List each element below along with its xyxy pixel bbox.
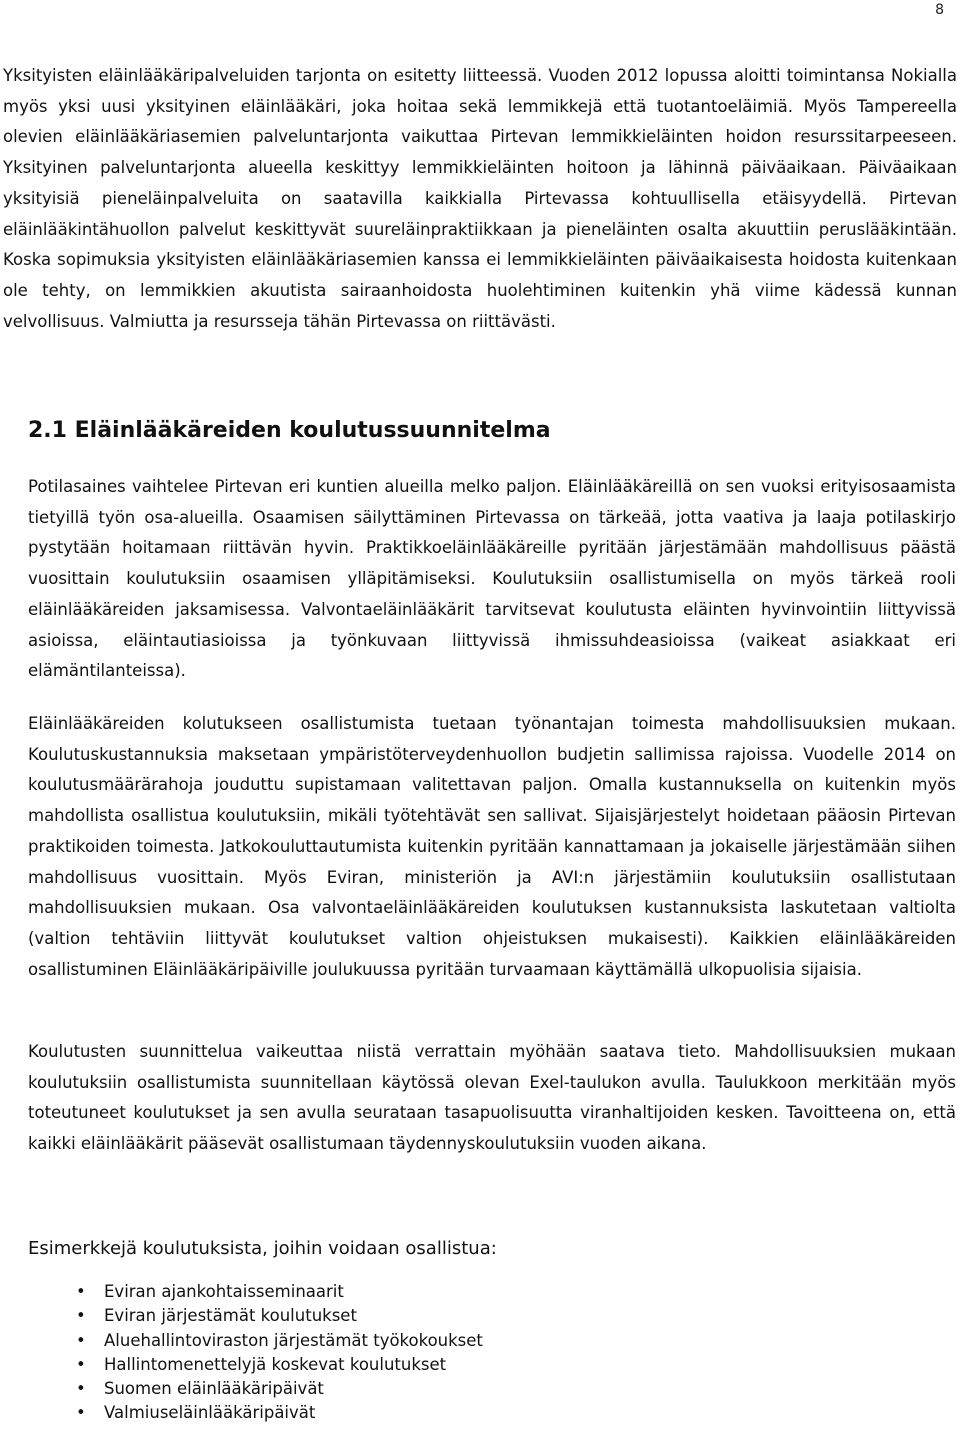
- list-item: • Aluehallintoviraston järjestämät työkokoukset: [104, 1329, 483, 1353]
- intro-paragraph: Yksityisten eläinlääkäripalveluiden tarjonta on esitetty liitteessä. Vuoden 2012 lopussa aloitti toimintansa Nokialla myös yksi uusi yksityinen eläinlääkäri, joka hoitaa sekä lemmikkejä että tuotantoeläimiä. Myös Tampereella olevien eläinlääkäriasemien palveluntarjonta vaikuttaa Pirtevan lemmikkieläinten hoidon resurssitarpeeseen. Yksityinen palveluntarjonta alueella keskittyy lemmikkieläinten hoitoon ja lähinnä päiväaikaan. Päiväaikaan yksityisiä pieneläinpalveluita on saatavilla kaikkialla Pirtevassa kohtuullisella etäisyydellä. Pirtevan eläinlääkintähuollon palvelut keskittyvät suureläinpraktiikkaan ja pieneläinten osalta akuuttiin peruslääkintään. Koska sopimuksia yksityisten eläinlääkäriasemien kanssa ei lemmikkieläinten päiväaikaisesta hoidosta kuitenkaan ole tehty, on lemmikkien akuutista sairaanhoidosta huolehtiminen kuitenkin yhä viime kädessä kunnan velvollisuus. Valmiutta ja resursseja tähän Pirtevassa on riittävästi.: [3, 66, 957, 331]
- examples-intro: Esimerkkejä koulutuksista, joihin voidaan osallistua:: [28, 1238, 497, 1259]
- list-item: • Eviran ajankohtaisseminaarit: [104, 1280, 483, 1304]
- examples-list: [74, 1280, 483, 1426]
- page-number: 8: [935, 2, 944, 18]
- list-item: • Valmiuseläinlääkäripäivät: [104, 1401, 483, 1425]
- body-paragraph: Koulutusten suunnittelua vaikeuttaa niistä verrattain myöhään saatava tieto. Mahdollisuuksien mukaan koulutuksiin osallistumista suunnitellaan käytössä olevan Exel-taulukon avulla. Taulukkoon merkitään myös toteutuneet koulutukset ja sen avulla seurataan tasapuolisuutta viranhaltijoiden kesken. Tavoitteena on, että kaikki eläinlääkärit pääsevät osallistumaan täydennyskoulutuksiin vuoden aikana.: [28, 1042, 956, 1154]
- list-item: • Suomen eläinlääkäripäivät: [104, 1377, 483, 1401]
- list-item: • Hallintomenettelyjä koskevat koulutukset: [104, 1353, 483, 1377]
- section-heading: 2.1 Eläinlääkäreiden koulutussuunnitelma: [28, 418, 551, 443]
- list-item: • Eviran järjestämät koulutukset: [104, 1304, 483, 1328]
- body-paragraph: Potilasaines vaihtelee Pirtevan eri kuntien alueilla melko paljon. Eläinlääkäreillä on sen vuoksi erityisosaamista tietyillä työn osa-alueilla. Osaamisen säilyttäminen Pirtevassa on tärkeää, jotta vaativa ja laaja potilaskirjo pystytään hoitamaan riittävän hyvin. Praktikkoeläinlääkäreille pyritään järjestämään mahdollisuus päästä vuosittain koulutuksiin osaamisen ylläpitämiseksi. Koulutuksiin osallistumisella on myös tärkeä rooli eläinlääkäreiden jaksamisessa. Valvontaeläinlääkärit tarvitsevat koulutusta eläinten hyvinvointiin liittyvissä asioissa, eläintautiasioissa ja työnkuvaan liittyvissä ihmissuhdeasioissa (vaikeat asiakkaat eri elämäntilanteissa).: [28, 477, 956, 681]
- body-paragraph: Eläinlääkäreiden kolutukseen osallistumista tuetaan työnantajan toimesta mahdollisuuksien mukaan. Koulutuskustannuksia maksetaan ympäristöterveydenhuollon budjetin sallimissa rajoissa. Vuodelle 2014 on koulutusmäärärahoja jouduttu supistamaan valitettavan paljon. Omalla kustannuksella on kuitenkin myös mahdollista osallistua koulutuksiin, mikäli työtehtävät sen sallivat. Sijaisjärjestelyt hoidetaan pääosin Pirtevan praktikoiden toimesta. Jatkokouluttautumista kuitenkin pyritään kannattamaan ja jokaiselle järjestämään siihen mahdollisuus vuosittain. Myös Eviran, ministeriön ja AVI:n järjestämiin koulutuksiin osallistutaan mahdollisuuksien mukaan. Osa valvontaeläinlääkäreiden koulutuksen kustannuksista laskutetaan valtiolta (valtion tehtäviin liittyvät koulutukset valtion ohjeistuksen mukaisesti). Kaikkien eläinlääkäreiden osallistuminen Eläinlääkäripäiville joulukuussa pyritään turvaamaan käyttämällä ulkopuolisia sijaisia.: [28, 714, 956, 979]
